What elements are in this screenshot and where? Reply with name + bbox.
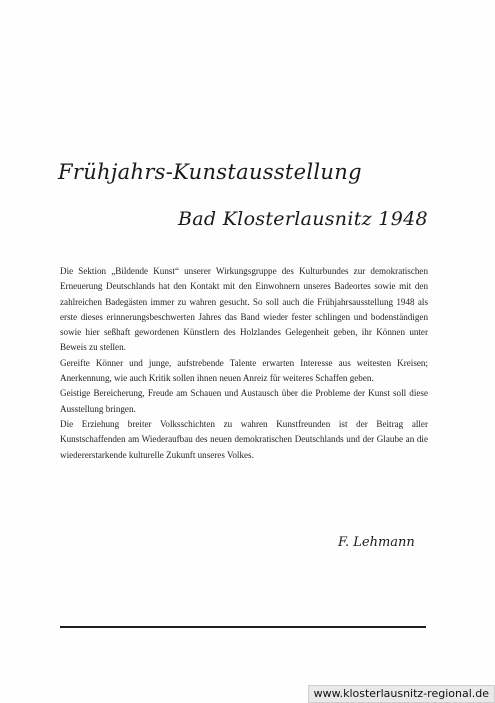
document-title: Frühjahrs-Kunstausstellung xyxy=(58,160,362,184)
website-watermark: www.klosterlausnitz-regional.de xyxy=(308,685,495,703)
horizontal-rule xyxy=(60,626,426,628)
paragraph: Die Erziehung breiter Volksschichten zu wahren Kunstfreunden ist der Beitrag aller Kunstschaffenden am Wiederaufbau des neuen demokratischen Deutschlands und der Glaube an die wiedererstarkende kulturelle Zukunft unseres Volkes. xyxy=(60,418,428,460)
paragraph: Die Sektion „Bildende Kunst“ unserer Wirkungsgruppe des Kulturbundes zur demokratischen Erneuerung Deutschlands hat den Kontakt mit den Einwohnern unseres Badeortes sowie mit den zahlreichen Badegästen immer zu wahren gesucht. So soll auch die Frühjahrsausstellung 1948 als erste dieses erinnerungsbeschwerten Jahres das Band wieder fester schlingen und bodenständigen sowie hier seßhaft gewordenen Künstlern des Holzlandes Gelegenheit geben, ihr Können unter Beweis zu stellen. xyxy=(60,266,428,353)
paragraph: Geistige Bereicherung, Freude am Schauen und Austausch über die Probleme der Kunst soll diese Ausstellung bringen. xyxy=(60,388,428,414)
document-subtitle: Bad Klosterlausnitz 1948 xyxy=(178,208,428,230)
paragraph: Gereifte Könner und junge, aufstrebende Talente erwarten Interesse aus weitesten Kreisen; Anerkennung, wie auch Kritik sollen ihnen neuen Anreiz für weiteres Schaffen geben. xyxy=(60,357,428,384)
document-body xyxy=(60,264,428,463)
signature: F. Lehmann xyxy=(338,535,415,550)
